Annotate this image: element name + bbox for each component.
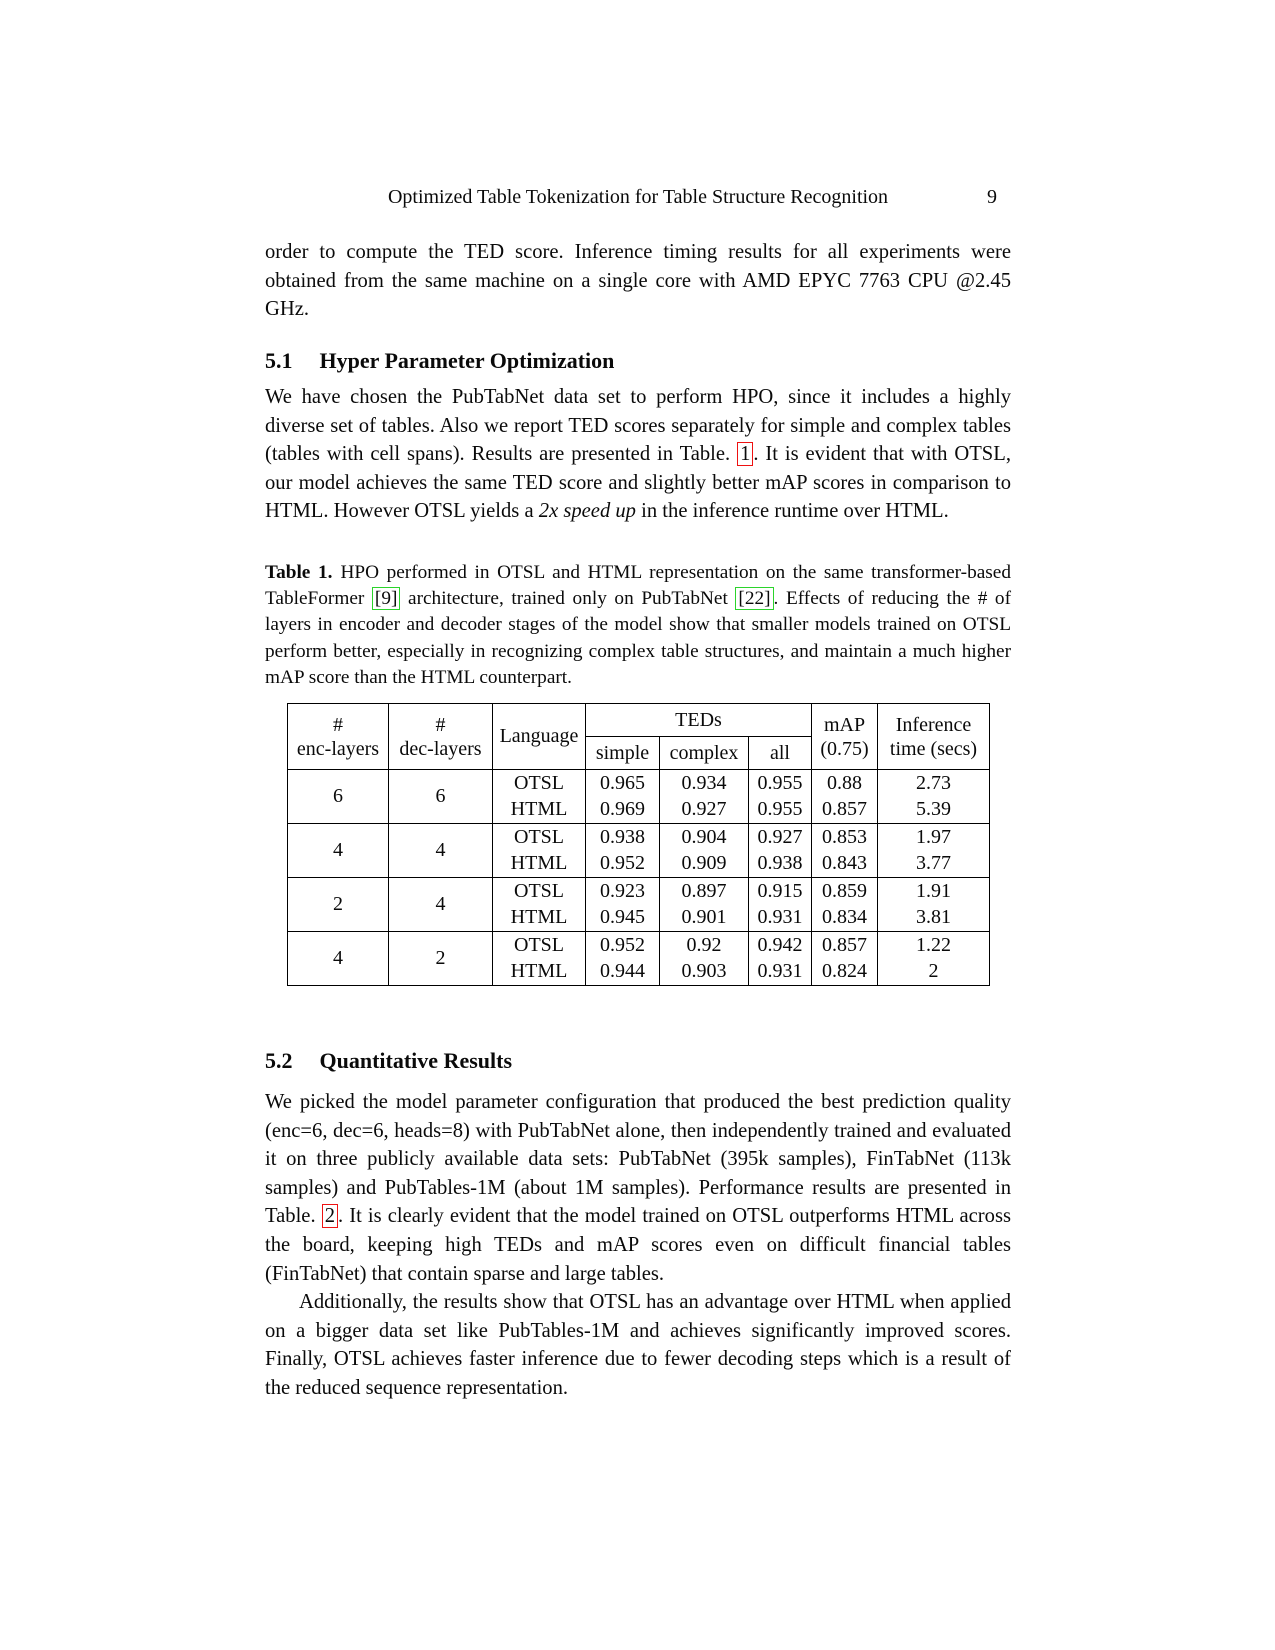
- table-ref-link[interactable]: 1: [737, 442, 753, 466]
- table-1-caption: [265, 560, 1011, 691]
- cell-map: 0.88: [812, 770, 878, 797]
- section-5-2-heading: [265, 1048, 1011, 1074]
- cell-lang: OTSL: [493, 878, 586, 905]
- cell-all: 0.938: [749, 851, 812, 878]
- text-segment: 2x speed up: [538, 500, 636, 523]
- cell-complex: 0.92: [660, 932, 749, 959]
- section-5-2-paragraphs: [265, 1088, 1011, 1403]
- cell-simple: 0.944: [586, 959, 660, 986]
- cell-complex: 0.909: [660, 851, 749, 878]
- cell-dec-layers: 4: [389, 878, 493, 932]
- cell-enc-layers: 4: [288, 932, 389, 986]
- cell-complex: 0.901: [660, 905, 749, 932]
- text-segment: . It is clearly evident that the model trained on OTSL outperforms HTML across the board, keeping high TEDs and mAP scores even on difficult financial tables (FinTabNet) that contain sparse and large tables.: [265, 1205, 1011, 1285]
- header-teds-complex: complex: [660, 737, 749, 770]
- cell-time: 3.77: [878, 851, 990, 878]
- section-number: 5.1: [265, 348, 293, 373]
- cell-enc-layers: 4: [288, 824, 389, 878]
- cell-simple: 0.923: [586, 878, 660, 905]
- cell-complex: 0.934: [660, 770, 749, 797]
- hpo-results-table: [287, 703, 990, 986]
- cell-all: 0.942: [749, 932, 812, 959]
- running-head-title: Optimized Table Tokenization for Table Structure Recognition: [387, 186, 889, 208]
- cell-simple: 0.945: [586, 905, 660, 932]
- running-head: [265, 186, 1011, 209]
- cell-all: 0.915: [749, 878, 812, 905]
- cell-lang: HTML: [493, 851, 586, 878]
- header-teds-all: all: [749, 737, 812, 770]
- text-segment: in the inference runtime over HTML.: [635, 500, 949, 523]
- section-number: 5.2: [265, 1048, 293, 1073]
- cell-complex: 0.897: [660, 878, 749, 905]
- cell-map: 0.857: [812, 932, 878, 959]
- header-teds: TEDs: [586, 704, 812, 737]
- cell-simple: 0.952: [586, 851, 660, 878]
- citation-link[interactable]: [9]: [372, 587, 400, 610]
- cell-lang: HTML: [493, 797, 586, 824]
- text-segment: HPO performed in OTSL and HTML representation on the same transformer-based TableFormer: [265, 562, 1012, 610]
- header-language: Language: [493, 704, 586, 770]
- cell-lang: OTSL: [493, 770, 586, 797]
- cell-all: 0.931: [749, 905, 812, 932]
- cell-time: 2.73: [878, 770, 990, 797]
- cell-map: 0.859: [812, 878, 878, 905]
- cell-all: 0.931: [749, 959, 812, 986]
- cell-enc-layers: 6: [288, 770, 389, 824]
- cell-simple: 0.965: [586, 770, 660, 797]
- header-dec-layers: # dec-layers: [389, 704, 493, 770]
- table-1: [287, 703, 990, 986]
- section-title: Quantitative Results: [319, 1048, 512, 1073]
- cell-all: 0.927: [749, 824, 812, 851]
- intro-paragraph: [265, 238, 1011, 324]
- cell-all: 0.955: [749, 770, 812, 797]
- cell-simple: 0.952: [586, 932, 660, 959]
- cell-map: 0.853: [812, 824, 878, 851]
- text-segment: . It is evident that with OTSL, our model achieves the same TED score and slightly better mAP scores in comparison to HTML. However OTSL yields a: [265, 443, 1011, 523]
- text-segment: Additionally, the results show that OTSL has an advantage over HTML when applied on a bigger data set like PubTables-1M and achieves significantly improved scores. Finally, OTSL achieves faster inference due to fewer decoding steps which is a result of the reduced sequence representation.: [265, 1291, 1011, 1399]
- cell-lang: HTML: [493, 905, 586, 932]
- cell-complex: 0.904: [660, 824, 749, 851]
- cell-complex: 0.903: [660, 959, 749, 986]
- text-segment: We picked the model parameter configuration that produced the best prediction quality (enc=6, dec=6, heads=8) with PubTabNet alone, then independently trained and evaluated it on three publicly available data sets: PubTabNet (395k samples), FinTabNet (113k samples) and PubTables-1M (about 1M samples). Performance results are presented in Table.: [265, 1091, 1011, 1228]
- header-inference: Inference time (secs): [878, 704, 990, 770]
- text-segment: We have chosen the PubTabNet data set to perform HPO, since it includes a highly diverse set of tables. Also we report TED scores separately for simple and complex tables (tables with cell spans). Results are presented in Table.: [265, 386, 1011, 466]
- cell-dec-layers: 2: [389, 932, 493, 986]
- header-enc-layers: # enc-layers: [288, 704, 389, 770]
- cell-map: 0.857: [812, 797, 878, 824]
- section-5-1-paragraph: [265, 383, 1011, 526]
- header-teds-simple: simple: [586, 737, 660, 770]
- cell-dec-layers: 4: [389, 824, 493, 878]
- cell-map: 0.843: [812, 851, 878, 878]
- cell-simple: 0.938: [586, 824, 660, 851]
- cell-all: 0.955: [749, 797, 812, 824]
- section-title: Hyper Parameter Optimization: [319, 348, 615, 373]
- cell-time: 2: [878, 959, 990, 986]
- cell-time: 1.97: [878, 824, 990, 851]
- caption-text: [265, 560, 1011, 691]
- citation-link[interactable]: [22]: [735, 587, 773, 610]
- cell-enc-layers: 2: [288, 878, 389, 932]
- cell-lang: HTML: [493, 959, 586, 986]
- cell-lang: OTSL: [493, 824, 586, 851]
- header-map: mAP (0.75): [812, 704, 878, 770]
- cell-map: 0.834: [812, 905, 878, 932]
- text-segment: . Effects of reducing the # of layers in encoder and decoder stages of the model show that smaller models trained on OTSL perform better, especially in recognizing complex table structures, and maintain a much higher mAP score than the HTML counterpart.: [265, 588, 1011, 688]
- cell-dec-layers: 6: [389, 770, 493, 824]
- cell-simple: 0.969: [586, 797, 660, 824]
- cell-time: 1.22: [878, 932, 990, 959]
- paragraph-text: [265, 1088, 1011, 1288]
- text-segment: Table 1.: [265, 562, 333, 583]
- paragraph-text: [265, 238, 1011, 324]
- paragraph-text: [265, 1288, 1011, 1402]
- cell-lang: OTSL: [493, 932, 586, 959]
- cell-time: 1.91: [878, 878, 990, 905]
- cell-time: 5.39: [878, 797, 990, 824]
- text-segment: order to compute the TED score. Inference timing results for all experiments were obtained from the same machine on a single core with AMD EPYC 7763 CPU @2.45 GHz.: [265, 241, 1011, 321]
- page-number: 9: [987, 186, 997, 208]
- section-5-1-heading: [265, 348, 1011, 374]
- cell-time: 3.81: [878, 905, 990, 932]
- text-segment: architecture, trained only on PubTabNet: [400, 588, 736, 610]
- paragraph-text: [265, 383, 1011, 526]
- cell-complex: 0.927: [660, 797, 749, 824]
- cell-map: 0.824: [812, 959, 878, 986]
- table-ref-link[interactable]: 2: [322, 1204, 338, 1228]
